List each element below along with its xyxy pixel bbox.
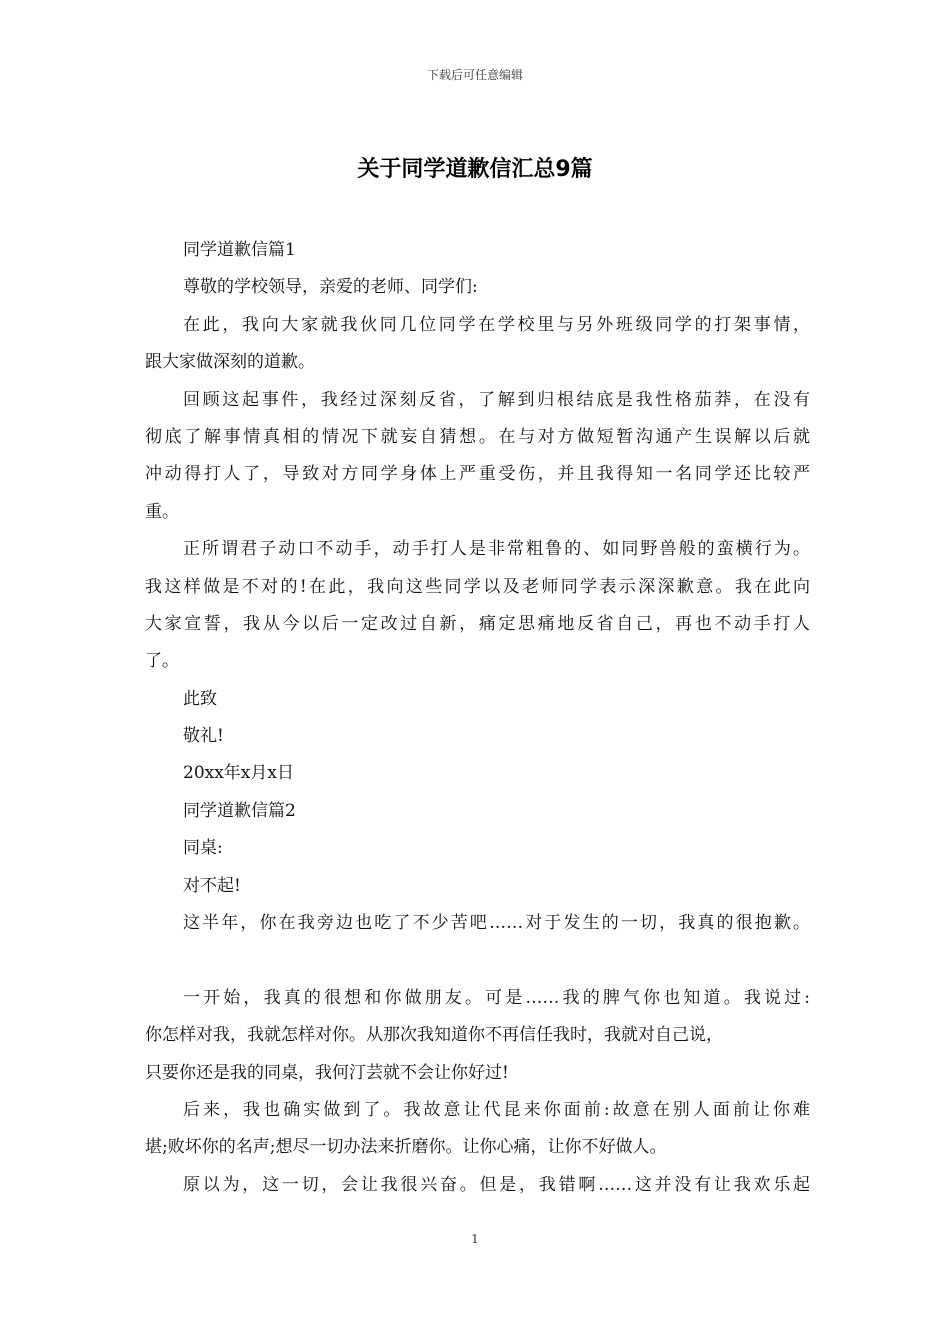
page-number: 1 xyxy=(471,1232,479,1246)
document-title: 关于同学道歉信汇总9篇 xyxy=(357,157,593,182)
paragraph-gap xyxy=(145,942,810,979)
paragraph-line: 正所谓君子动口不动手，动手打人是非常粗鲁的、如同野兽般的蛮横行为。 xyxy=(183,539,810,560)
paragraph-line: 这半年，你在我旁边也吃了不少苦吧……对于发生的一切，我真的很抱歉。 xyxy=(183,913,810,934)
document-body xyxy=(145,232,810,1204)
header-note: 下载后可任意编辑 xyxy=(426,68,523,82)
paragraph-line: 堪;败坏你的名声;想尽一切办法来折磨你。让你心痛，让你不好做人。 xyxy=(145,1137,667,1158)
section-heading: 同学道歉信篇2 xyxy=(183,800,296,821)
paragraph-line: 跟大家做深刻的道歉。 xyxy=(145,352,315,373)
date-line: 20xx年x月x日 xyxy=(183,763,294,784)
paragraph-line: 后来，我也确实做到了。我故意让代昆来你面前:故意在别人面前让你难 xyxy=(183,1099,810,1120)
paragraph-line: 我这样做是不对的!在此，我向这些同学以及老师同学表示深深歉意。我在此向 xyxy=(145,576,810,597)
salutation: 尊敬的学校领导，亲爱的老师、同学们: xyxy=(183,277,478,298)
closing-line: 此致 xyxy=(183,688,217,709)
paragraph-line: 只要你还是我的同桌，我何汀芸就不会让你好过! xyxy=(145,1062,509,1083)
paragraph-line: 一开始，我真的很想和你做朋友。可是……我的脾气你也知道。我说过: xyxy=(183,987,810,1008)
paragraph-line: 对不起! xyxy=(183,875,241,896)
paragraph-line: 原以为，这一切，会让我很兴奋。但是，我错啊……这并没有让我欢乐起 xyxy=(183,1174,810,1195)
paragraph-line: 大家宣誓，我从今以后一定改过自新，痛定思痛地反省自己，再也不动手打人 xyxy=(145,613,810,634)
closing-line: 敬礼! xyxy=(183,726,224,747)
salutation: 同桌: xyxy=(183,838,223,859)
paragraph-line: 重。 xyxy=(145,501,179,522)
section-heading: 同学道歉信篇1 xyxy=(183,240,296,260)
paragraph-line: 你怎样对我，我就怎样对你。从那次我知道你不再信任我时，我就对自己说， xyxy=(145,1025,723,1046)
paragraph-line: 在此，我向大家就我伙同几位同学在学校里与另外班级同学的打架事情， xyxy=(183,314,810,335)
paragraph-line: 彻底了解事情真相的情况下就妄自猜想。在与对方做短暂沟通产生误解以后就 xyxy=(145,426,810,447)
paragraph-line: 回顾这起事件，我经过深刻反省，了解到归根结底是我性格茄莽，在没有 xyxy=(183,389,810,410)
paragraph-line: 冲动得打人了，导致对方同学身体上严重受伤，并且我得知一名同学还比较严 xyxy=(145,464,810,485)
paragraph-line: 了。 xyxy=(145,651,179,672)
